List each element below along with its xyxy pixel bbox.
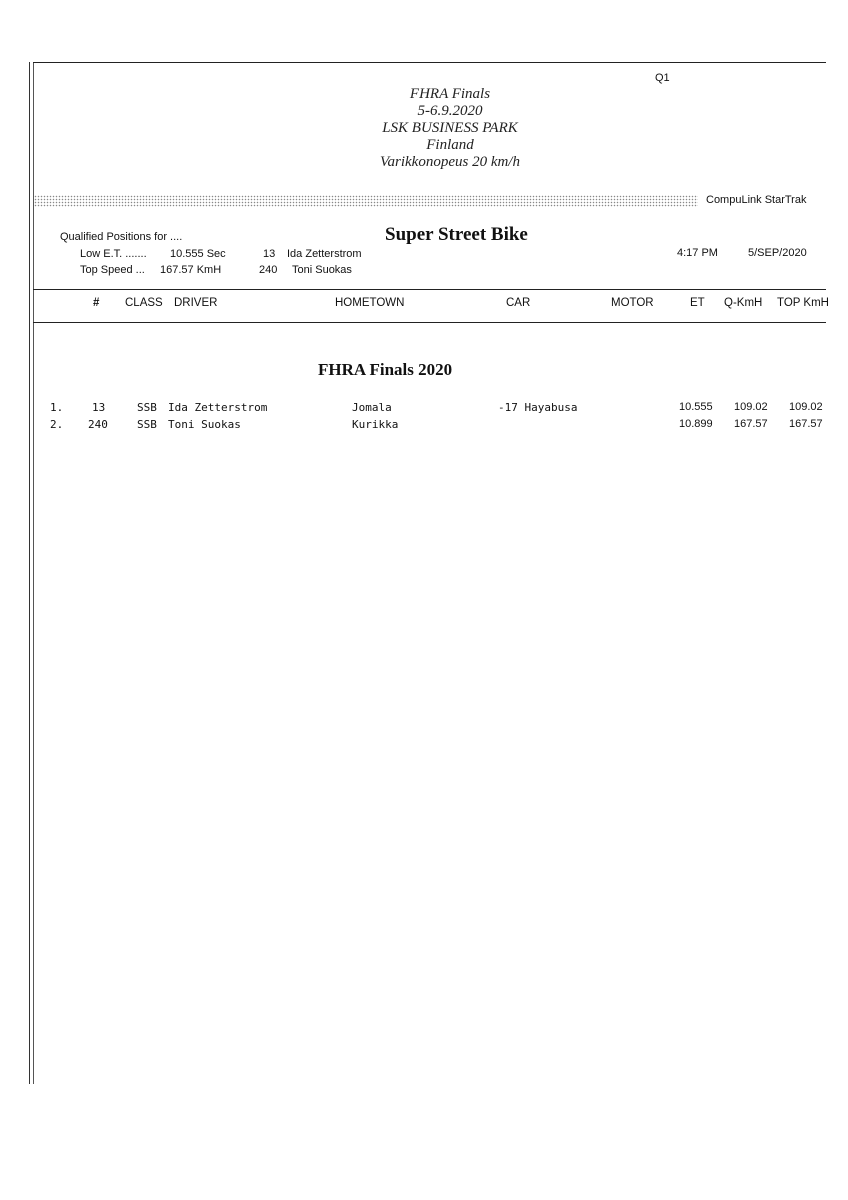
left-border-line-inner [33, 62, 34, 1084]
row-hometown: Jomala [352, 401, 392, 414]
row-hometown: Kurikka [352, 418, 399, 431]
row-et: 10.899 [679, 418, 713, 430]
top-speed-label: Top Speed ... [80, 264, 145, 276]
col-car: CAR [506, 297, 531, 309]
print-time: 4:17 PM [677, 247, 718, 259]
low-et-value: 10.555 Sec [170, 248, 226, 260]
row-et: 10.555 [679, 401, 713, 413]
top-speed-value: 167.57 KmH [160, 264, 222, 276]
top-speed-number: 240 [259, 264, 278, 276]
row-car: -17 Hayabusa [498, 401, 578, 414]
left-border-line [29, 62, 30, 1084]
col-et: ET [690, 297, 705, 309]
col-number: # [93, 297, 100, 309]
row-number: 240 [88, 418, 108, 431]
row-driver: Ida Zetterstrom [168, 401, 268, 414]
dotted-band [34, 195, 698, 207]
col-motor: MOTOR [611, 297, 654, 309]
section-title: FHRA Finals 2020 [318, 360, 453, 379]
class-title: Super Street Bike [385, 224, 528, 245]
row-position: 2. [50, 418, 64, 431]
qualified-label: Qualified Positions for .... [60, 231, 183, 243]
low-et-number: 13 [263, 248, 276, 260]
row-top-kmh: 167.57 [789, 418, 823, 430]
row-class: SSB [137, 418, 157, 431]
row-top-kmh: 109.02 [789, 401, 823, 413]
event-dates: 5-6.9.2020 [417, 103, 483, 119]
event-venue: LSK BUSINESS PARK [382, 120, 518, 136]
system-name: CompuLink StarTrak [706, 194, 807, 206]
col-hometown: HOMETOWN [335, 297, 405, 309]
print-date: 5/SEP/2020 [748, 247, 807, 259]
top-rule [33, 62, 826, 63]
event-header [300, 86, 600, 171]
row-driver: Toni Suokas [168, 418, 241, 431]
col-q-kmh: Q-KmH [724, 297, 763, 309]
event-pit-speed: Varikkonopeus 20 km/h [380, 154, 520, 170]
row-q-kmh: 167.57 [734, 418, 768, 430]
col-top-kmh: TOP KmH [777, 297, 829, 309]
event-country: Finland [426, 137, 474, 153]
event-name: FHRA Finals [409, 86, 491, 102]
header-rule-top [33, 289, 826, 290]
row-number: 13 [92, 401, 106, 414]
col-class: CLASS [125, 297, 163, 309]
row-class: SSB [137, 401, 157, 414]
low-et-label: Low E.T. ....... [80, 248, 147, 260]
row-position: 1. [50, 401, 64, 414]
header-rule-bottom [33, 322, 826, 323]
low-et-driver: Ida Zetterstrom [287, 248, 362, 260]
session-code: Q1 [655, 72, 670, 84]
row-q-kmh: 109.02 [734, 401, 768, 413]
col-driver: DRIVER [174, 297, 218, 309]
top-speed-driver: Toni Suokas [292, 264, 352, 276]
